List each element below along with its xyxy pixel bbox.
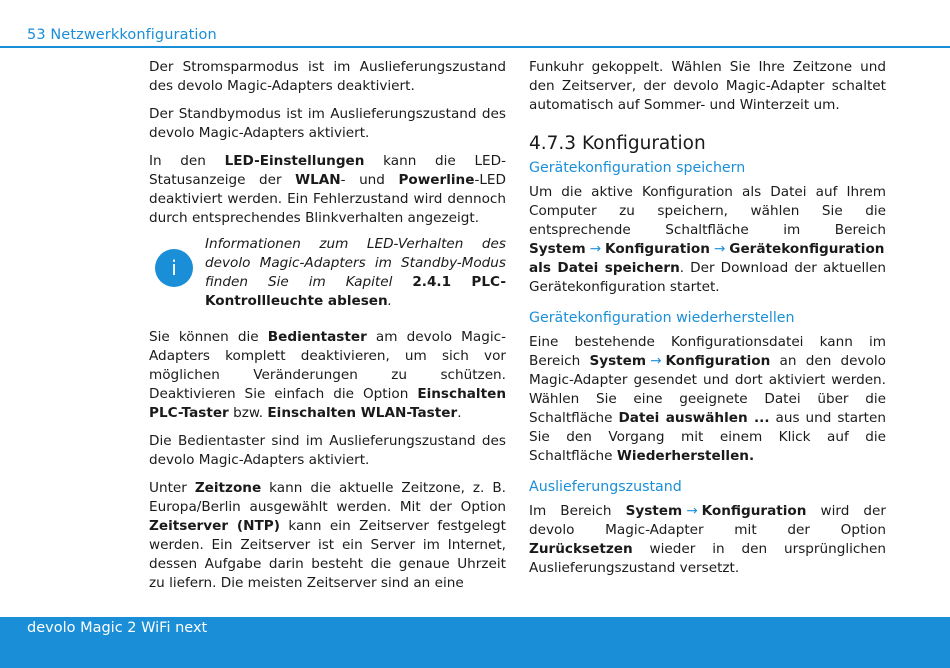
left-column: [149, 58, 506, 602]
plc-taster-option: Einschalten PLC-Taster: [149, 386, 506, 421]
header-rule: [0, 46, 950, 48]
bedientaster-term: Bedientaster: [267, 329, 367, 345]
paragraph-bedientaster: Sie können die Bedientaster am devolo Magic-Adapters komplett deaktivieren, um sich vor möglichen Veränderungen zu schützen. Deaktivieren Sie einfach die Option Einschalten PLC-Taster bzw. Einschalten WLAN-Taster.: [149, 329, 506, 421]
subheading-restore-config: Gerätekonfiguration wiederherstellen: [529, 310, 795, 326]
zeitzone-term: Zeitzone: [194, 480, 262, 496]
wlan-taster-option: Einschalten WLAN-Taster: [267, 405, 458, 421]
paragraph-bedientaster-default: Die Bedientaster sind im Auslieferungszustand des devolo Magic-Adapters aktiviert.: [149, 433, 506, 468]
footer-product-name: devolo Magic 2 WiFi next: [27, 620, 208, 636]
page-footer: [0, 617, 950, 668]
chapter-reference: 2.4.1 PLC-Kontrollleuchte ablesen: [205, 274, 506, 309]
info-note: [149, 235, 506, 315]
arrow-right-icon: →: [650, 353, 662, 369]
paragraph-standbymodus: Der Standbymodus ist im Auslieferungszustand des devolo Magic-Adapters aktiviert.: [149, 106, 506, 141]
paragraph-save-config: Um die aktive Konfiguration als Datei auf Ihrem Computer zu speichern, wählen Sie die entsprechende Schaltfläche im Bereich System → Konfiguration → Gerätekonfiguration als Datei speichern. Der Download der aktuellen Gerätekonfiguration startet.: [529, 184, 886, 295]
paragraph-restore-config: Eine bestehende Konfigurationsdatei kann im Bereich System → Konfiguration an den devolo Magic-Adapter gesendet und dort aktiviert werden. Wählen Sie eine geeignete Datei über die Schaltfläche Datei auswählen ... aus und starten Sie den Vorgang mit einem Klick auf die Schaltfläche Wiederherstellen.: [529, 334, 886, 464]
powerline-term: Powerline: [398, 172, 475, 188]
info-note-text: Informationen zum LED-Verhalten des devolo Magic-Adapters im Standby-Modus finden Sie im Kapitel 2.4.1 PLC-Kontrollleuchte ablesen.: [205, 236, 506, 309]
led-settings-term: LED-Einstellungen: [224, 153, 365, 169]
arrow-right-icon: →: [589, 241, 602, 257]
subheading-save-config: Gerätekonfiguration speichern: [529, 160, 746, 176]
paragraph-factory-reset: Im Bereich System → Konfiguration wird der devolo Magic-Adapter mit der Option Zurücksetzen wieder in den ursprünglichen Auslieferungszustand versetzt.: [529, 503, 886, 576]
subheading-factory-reset: Auslieferungszustand: [529, 479, 682, 495]
info-icon: i: [155, 249, 193, 287]
zeitserver-term: Zeitserver (NTP): [149, 518, 280, 534]
paragraph-stromsparmodus: Der Stromsparmodus ist im Auslieferungszustand des devolo Magic-Adapters deaktiviert.: [149, 59, 506, 94]
paragraph-funkuhr: Funkuhr gekoppelt. Wählen Sie Ihre Zeitzone und den Zeitserver, der devolo Magic-Adapter schaltet automatisch auf Sommer- und Winterzeit um.: [529, 59, 886, 113]
page-header: [0, 0, 950, 46]
arrow-right-icon: →: [686, 503, 698, 519]
right-column: [529, 58, 886, 587]
wlan-term: WLAN: [295, 172, 341, 188]
arrow-right-icon: →: [713, 241, 726, 257]
paragraph-zeitzone: Unter Zeitzone kann die aktuelle Zeitzone, z. B. Europa/Berlin ausgewählt werden. Mit der Option Zeitserver (NTP) kann ein Zeitserver festgelegt werden. Ein Zeitserver ist ein Server im Internet, dessen Aufgabe darin besteht die genaue Uhrzeit zu liefern. Die meisten Zeitserver sind an eine: [149, 480, 506, 591]
paragraph-led-settings: In den LED-Einstellungen kann die LED-Statusanzeige der WLAN- und Powerline-LED deaktiviert werden. Ein Fehlerzustand wird dennoch durch entsprechendes Blinkverhalten angezeigt.: [149, 153, 506, 226]
page-title: 53 Netzwerkkonfiguration: [27, 27, 217, 43]
section-title: 4.7.3 Konfiguration: [529, 133, 706, 154]
